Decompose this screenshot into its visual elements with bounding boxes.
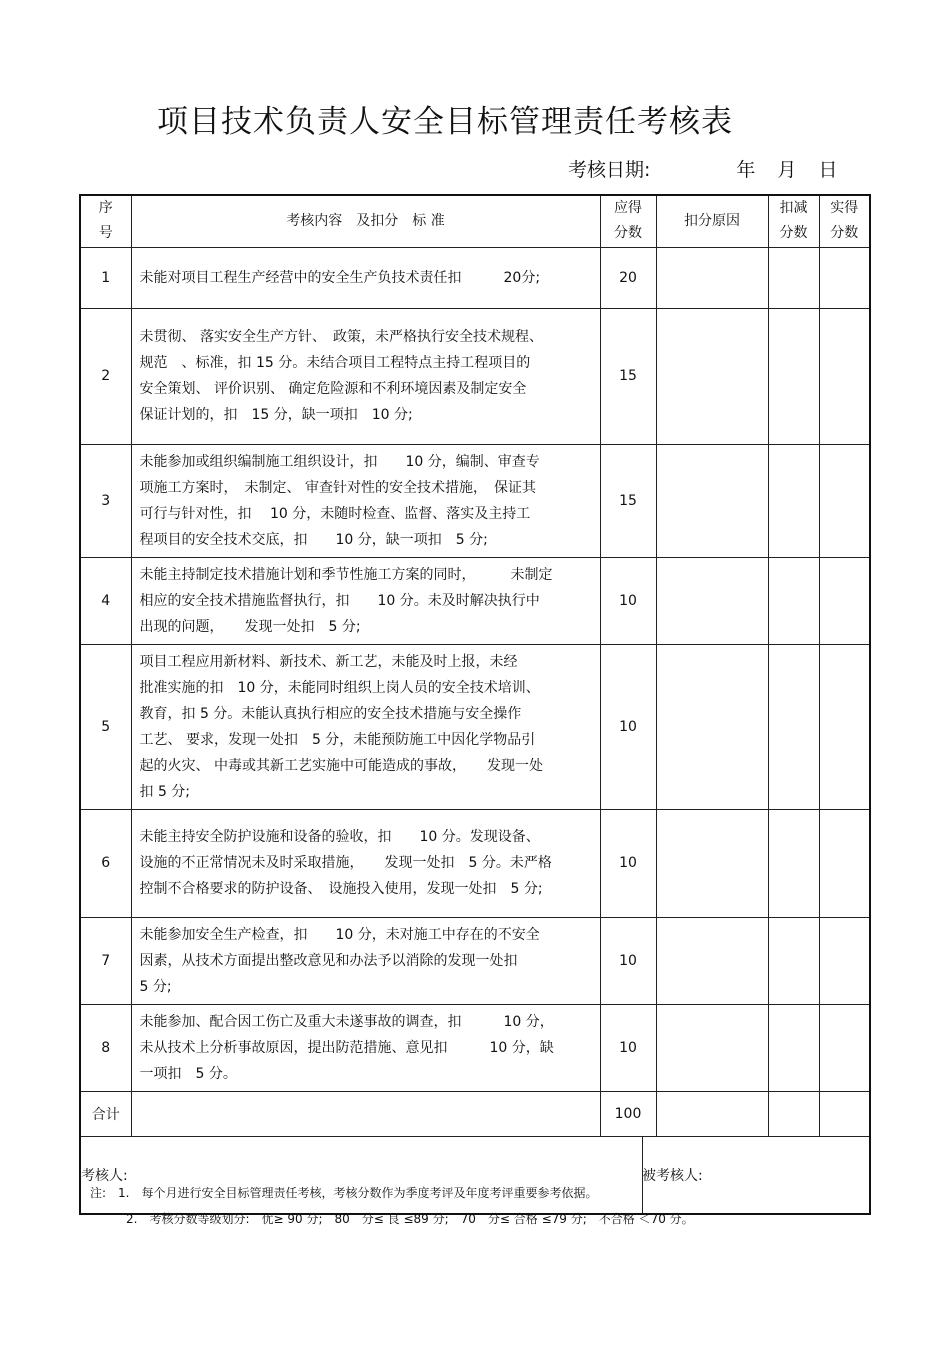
row-reason-cell[interactable] — [656, 308, 768, 444]
row-seq: 5 — [80, 644, 131, 809]
row-seq: 4 — [80, 557, 131, 644]
row-reason-cell[interactable] — [656, 557, 768, 644]
row-actual-cell[interactable] — [819, 247, 870, 308]
table-row — [80, 308, 870, 444]
row-actual-cell[interactable] — [819, 308, 870, 444]
row-seq: 2 — [80, 308, 131, 444]
row-criteria: 未能参加安全生产检查，扣 10 分，未对施工中存在的不安全 因素，从技术方面提出整改意见和办法予以消除的发现一处扣 5 分; — [131, 917, 600, 1004]
row-seq: 8 — [80, 1004, 131, 1091]
row-seq: 7 — [80, 917, 131, 1004]
row-deduct-cell[interactable] — [768, 917, 819, 1004]
row-criteria: 未贯彻、 落实安全生产方针、 政策，未严格执行安全技术规程、 规范 、标准，扣 15 分。未结合项目工程特点主持工程项目的 安全策划、 评价识别、 确定危险源和不利环境因素及制定安全 保证计划的，扣 15 分，缺一项扣 10 分; — [131, 308, 600, 444]
month-label: 月 — [777, 159, 797, 181]
header-actual-score: 实得 分数 — [819, 195, 870, 247]
total-score: 100 — [600, 1091, 656, 1136]
row-reason-cell[interactable] — [656, 917, 768, 1004]
header-deduct-score: 扣减 分数 — [768, 195, 819, 247]
row-criteria: 未能参加、配合因工伤亡及重大未遂事故的调查，扣 10 分， 未从技术上分析事故原因，提出防范措施、意见扣 10 分，缺 一项扣 5 分。 — [131, 1004, 600, 1091]
day-label: 日 — [818, 159, 838, 181]
assessee-label: 被考核人: — [642, 1167, 703, 1184]
row-due-score: 10 — [600, 1004, 656, 1091]
note-line-1: 注: 1. 每个月进行安全目标管理责任考核，考核分数作为季度考评及年度考评重要参考依据。 — [90, 1186, 598, 1200]
row-deduct-cell[interactable] — [768, 247, 819, 308]
row-reason-cell[interactable] — [656, 644, 768, 809]
table-row — [80, 917, 870, 1004]
row-due-score: 10 — [600, 644, 656, 809]
header-content: 考核内容 及扣分 标 准 — [131, 195, 600, 247]
total-label: 合计 — [80, 1091, 131, 1136]
header-seq: 序 号 — [80, 195, 131, 247]
row-deduct-cell[interactable] — [768, 557, 819, 644]
notes — [90, 1180, 694, 1232]
row-reason-cell[interactable] — [656, 247, 768, 308]
row-actual-cell[interactable] — [819, 557, 870, 644]
total-deduct-cell[interactable] — [768, 1091, 819, 1136]
row-criteria: 未能对项目工程生产经营中的安全生产负技术责任扣 20分; — [131, 247, 600, 308]
total-row — [80, 1091, 870, 1136]
row-deduct-cell[interactable] — [768, 644, 819, 809]
row-deduct-cell[interactable] — [768, 308, 819, 444]
row-seq: 6 — [80, 809, 131, 917]
row-reason-cell[interactable] — [656, 444, 768, 557]
row-due-score: 15 — [600, 444, 656, 557]
row-deduct-cell[interactable] — [768, 1004, 819, 1091]
row-seq: 1 — [80, 247, 131, 308]
row-reason-cell[interactable] — [656, 809, 768, 917]
row-actual-cell[interactable] — [819, 444, 870, 557]
year-label: 年 — [736, 159, 756, 181]
assessor-label: 考核人: — [81, 1167, 128, 1184]
table-row — [80, 809, 870, 917]
row-actual-cell[interactable] — [819, 644, 870, 809]
row-due-score: 10 — [600, 809, 656, 917]
table-row — [80, 557, 870, 644]
row-actual-cell[interactable] — [819, 1004, 870, 1091]
row-criteria: 未能主持制定技术措施计划和季节性施工方案的同时， 未制定 相应的安全技术措施监督执行，扣 10 分。未及时解决执行中 出现的问题， 发现一处扣 5 分; — [131, 557, 600, 644]
row-due-score: 10 — [600, 557, 656, 644]
row-deduct-cell[interactable] — [768, 809, 819, 917]
table-row — [80, 444, 870, 557]
date-label: 考核日期: — [568, 159, 651, 181]
row-reason-cell[interactable] — [656, 1004, 768, 1091]
table-row — [80, 644, 870, 809]
row-criteria: 未能主持安全防护设施和设备的验收，扣 10 分。发现设备、 设施的不正常情况未及时采取措施， 发现一处扣 5 分。未严格 控制不合格要求的防护设备、 设施投入使用，发现一处扣 5 分; — [131, 809, 600, 917]
row-actual-cell[interactable] — [819, 917, 870, 1004]
row-due-score: 10 — [600, 917, 656, 1004]
header-due-score: 应得 分数 — [600, 195, 656, 247]
row-due-score: 20 — [600, 247, 656, 308]
table-row — [80, 1004, 870, 1091]
assessment-date-line — [568, 155, 837, 182]
header-reason: 扣分原因 — [656, 195, 768, 247]
row-deduct-cell[interactable] — [768, 444, 819, 557]
assessment-table — [79, 194, 871, 1215]
page-title: 项目技术负责人安全目标管理责任考核表 — [157, 104, 733, 140]
row-criteria: 项目工程应用新材料、新技术、新工艺，未能及时上报，未经 批准实施的扣 10 分，未能同时组织上岗人员的安全技术培训、 教育，扣 5 分。未能认真执行相应的安全技术措施与安全操作 工艺、 要求，发现一处扣 5 分，未能预防施工中因化学物品引 起的火灾、 中毒或其新工艺实施中可能造成的事故， 发现一处 扣 5 分; — [131, 644, 600, 809]
table-row — [80, 247, 870, 308]
total-content-cell — [131, 1091, 600, 1136]
total-reason-cell[interactable] — [656, 1091, 768, 1136]
row-due-score: 15 — [600, 308, 656, 444]
total-actual-cell[interactable] — [819, 1091, 870, 1136]
table-header-row — [80, 195, 870, 247]
note-line-2: 2. 考核分数等级划分: 优≥ 90 分; 80 分≤ 良 ≤89 分; 70 分≤ 合格 ≤79 分; 不合格 ＜70 分。 — [90, 1212, 694, 1226]
row-criteria: 未能参加或组织编制施工组织设计，扣 10 分，编制、审查专 项施工方案时， 未制定、 审查针对性的安全技术措施， 保证其 可行与针对性，扣 10 分，未随时检查、监督、落实及主持工 程项目的安全技术交底，扣 10 分，缺一项扣 5 分; — [131, 444, 600, 557]
row-seq: 3 — [80, 444, 131, 557]
row-actual-cell[interactable] — [819, 809, 870, 917]
